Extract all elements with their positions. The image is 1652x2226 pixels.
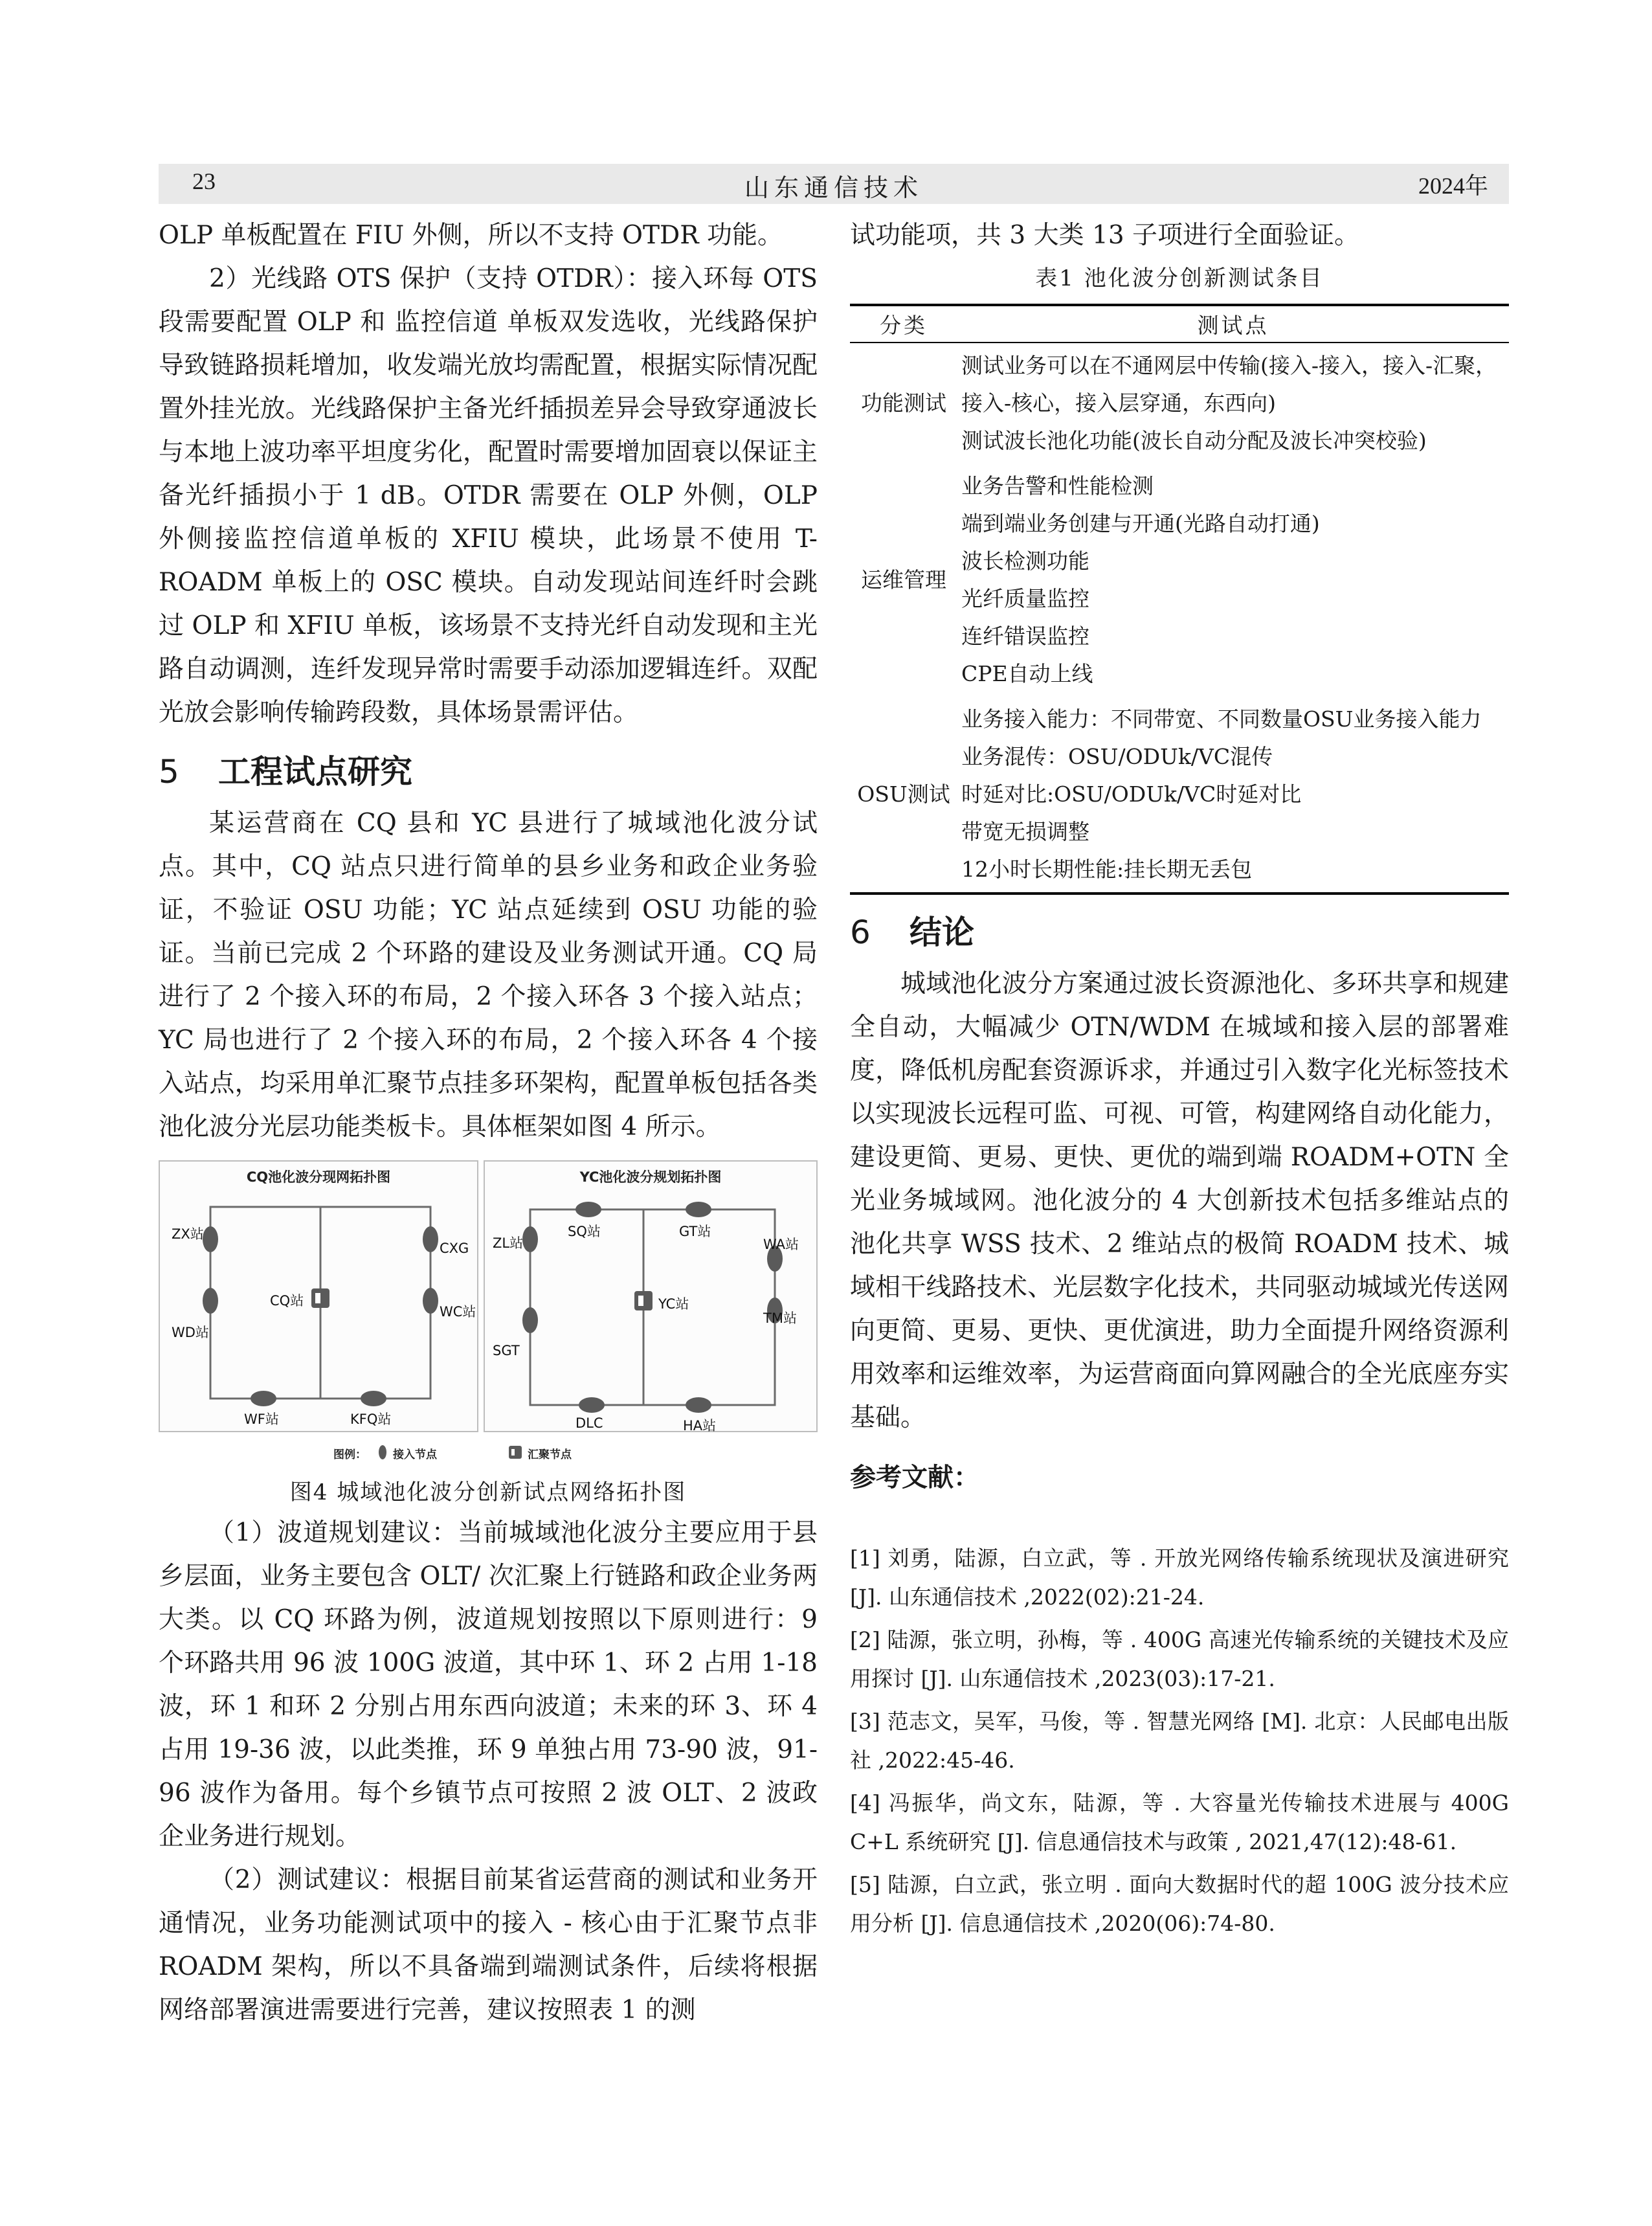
section-number: 6 xyxy=(850,914,871,951)
table-category: 功能测试 xyxy=(861,390,946,416)
section-title: 工程试点研究 xyxy=(218,753,412,791)
access-node-icon xyxy=(686,1397,711,1413)
table-item: 光纤质量监控 xyxy=(961,586,1089,611)
references-heading: 参考文献： xyxy=(850,1463,979,1492)
figure-4 xyxy=(159,1160,818,1470)
table-item: 测试波长池化功能(波长自动分配及波长冲突校验) xyxy=(961,428,1427,453)
table-category: 运维管理 xyxy=(861,567,946,592)
node-label: KFQ站 xyxy=(350,1411,392,1427)
cq-topology-lines xyxy=(160,1162,480,1433)
yc-topology-panel xyxy=(484,1160,818,1432)
node-label: WD站 xyxy=(172,1325,209,1340)
node-label: CQ站 xyxy=(270,1293,304,1309)
node-label: CXG xyxy=(440,1241,469,1256)
figure-caption: 图4 城域池化波分创新试点网络拓扑图 xyxy=(289,1479,687,1505)
table-caption: 表1 池化波分创新测试条目 xyxy=(1035,265,1324,291)
table-header-test-points: 测试点 xyxy=(957,305,1509,343)
node-label: HA站 xyxy=(683,1418,717,1433)
table-item: CPE自动上线 xyxy=(961,661,1093,686)
table-items xyxy=(957,697,1509,894)
table-row xyxy=(850,697,1509,894)
left-column xyxy=(159,214,818,2032)
table-item: 业务告警和性能检测 xyxy=(961,473,1154,499)
node-label: YC站 xyxy=(658,1296,689,1312)
right-column xyxy=(850,214,1509,1947)
hub-node-icon xyxy=(508,1444,522,1461)
cq-panel-title: CQ池化波分现网拓扑图 xyxy=(246,1169,391,1185)
node-label: SQ站 xyxy=(568,1224,601,1239)
access-node-icon xyxy=(522,1226,538,1252)
table-row xyxy=(850,343,1509,464)
reference-item: [4] 冯振华，尚文东，陆源，等 . 大容量光传输技术进展与 400G C+L 系统研究 [J]. 信息通信技术与政策 , 2021,47(12):48-61. xyxy=(850,1790,1509,1854)
paragraph: 2）光线路 OTS 保护（支持 OTDR）：接入环每 OTS 段需要配置 OLP 和 监控信道 单板双发选收，光线路保护导致链路损耗增加，收发端光放均需配置，根据实际情况配置外挂光放。光线路保护主备光纤插损差异会导致穿通波长与本地上波功率平坦度劣化，配置时需要增加固衰以保证主备光纤插损小于 1 dB。OTDR 需要在 OLP 外侧，OLP 外侧接监控信道单板的 XFIU 模块，此场景不使用 T-ROADM 单板上的 OSC 模块。自动发现站间连纤时会跳过 OLP 和 XFIU 单板，该场景不支持光纤自动发现和主光路自动调测，连纤发现异常时需要手动添加逻辑连纤。双配光放会影响传输跨段数，具体场景需评估。 xyxy=(159,264,818,727)
access-node-icon xyxy=(423,1288,438,1314)
access-node-icon xyxy=(686,1202,711,1217)
section-heading-6 xyxy=(850,906,1509,958)
access-node-icon xyxy=(522,1307,538,1333)
yc-panel-title: YC池化波分规划拓扑图 xyxy=(579,1169,722,1185)
paragraph: （2）测试建议：根据目前某省运营商的测试和业务开通情况，业务功能测试项中的接入 - 核心由于汇聚节点非 ROADM 架构，所以不具备端到端测试条件，后续将根据网络部署演进需要进行完善，建议按照表 1 的测 xyxy=(159,1865,818,2025)
section-title: 结论 xyxy=(910,914,974,951)
table-row xyxy=(850,464,1509,697)
node-label: WF站 xyxy=(244,1411,279,1427)
section-heading-5 xyxy=(159,746,818,798)
access-node-icon xyxy=(361,1391,386,1406)
reference-item: [3] 范志文，吴军，马俊，等 . 智慧光网络 [M]. 北京：人民邮电出版社 ,2022:45-46. xyxy=(850,1709,1509,1773)
issue-year: 2024年 xyxy=(1418,173,1488,199)
table-item: 业务接入能力：不同带宽、不同数量OSU业务接入能力 xyxy=(961,706,1482,732)
node-label: SGT xyxy=(493,1343,520,1358)
page-number: 23 xyxy=(192,168,216,194)
section-number: 5 xyxy=(159,753,179,791)
legend-access: 接入节点 xyxy=(393,1448,437,1461)
node-label: DLC xyxy=(575,1415,603,1431)
paragraph: 城域池化波分方案通过波长资源池化、多环共享和规建全自动，大幅减少 OTN/WDM 在城域和接入层的部署难度，降低机房配套资源诉求，并通过引入数字化光标签技术以实现波长远程可监、可视、可管，构建网络自动化能力，建设更简、更易、更快、更优的端到端 ROADM+OTN 全光业务城域网。池化波分的 4 大创新技术包括多维站点的池化共享 WSS 技术、2 维站点的极简 ROADM 技术、城域相干线路技术、光层数字化技术，共同驱动城域光传送网向更简、更易、更快、更优演进，助力全面提升网络资源利用效率和运维效率，为运营商面向算网融合的全光底座夯实基础。 xyxy=(850,969,1509,1432)
table-item: 连纤错误监控 xyxy=(961,624,1089,649)
table-items xyxy=(957,343,1509,464)
paragraph: （1）波道规划建议：当前城域池化波分主要应用于县乡层面，业务主要包含 OLT/ 次汇聚上行链路和政企业务两大类。以 CQ 环路为例，波道规划按照以下原则进行：9 个环路共用 96 波 100G 波道，其中环 1、环 2 占用 1-18 波，环 1 和环 2 分别占用东西向波道；未来的环 3、环 4 占用 19-36 波，以此类推，环 9 单独占用 73-90 波，91-96 波作为备用。每个乡镇节点可按照 2 波 OLT、2 波政企业务进行规划。 xyxy=(159,1518,818,1851)
yc-topology-lines xyxy=(485,1162,819,1433)
table-item: 波长检测功能 xyxy=(961,548,1089,574)
node-label: WC站 xyxy=(440,1304,476,1320)
table-item: 时延对比:OSU/ODUk/VC时延对比 xyxy=(961,781,1302,807)
access-node-icon xyxy=(203,1288,218,1314)
running-header xyxy=(159,164,1509,204)
access-node-icon xyxy=(203,1226,218,1252)
access-node-icon xyxy=(579,1397,605,1413)
table-item: 业务混传：OSU/ODUk/VC混传 xyxy=(961,744,1273,769)
table-header-row xyxy=(850,305,1509,343)
paragraph: OLP 单板配置在 FIU 外侧，所以不支持 OTDR 功能。 xyxy=(159,221,783,250)
access-node-icon xyxy=(251,1391,276,1406)
node-label: ZX站 xyxy=(172,1226,204,1242)
node-label: ZL站 xyxy=(493,1235,524,1251)
reference-item: [1] 刘勇，陆源，白立武，等 . 开放光网络传输系统现状及演进研究 [J]. 山东通信技术 ,2022(02):21-24. xyxy=(850,1546,1509,1610)
figure-legend xyxy=(159,1443,818,1463)
paragraph: 某运营商在 CQ 县和 YC 县进行了城域池化波分试点。其中，CQ 站点只进行简单的县乡业务和政企业务验证，不验证 OSU 功能；YC 站点延续到 OSU 功能的验证。当前已完成 2 个环路的建设及业务测试开通。CQ 局进行了 2 个接入环的布局，2 个接入环各 3 个接入站点；YC 局也进行了 2 个接入环的布局，2 个接入环各 4 个接入站点，均采用单汇聚节点挂多环架构，配置单板包括各类池化波分光层功能类板卡。具体框架如图 4 所示。 xyxy=(159,809,818,1141)
table-header-category: 分类 xyxy=(850,305,957,343)
legend-prefix: 图例： xyxy=(333,1448,366,1461)
node-label: GT站 xyxy=(679,1224,711,1239)
table-items xyxy=(957,464,1509,697)
journal-name: 山东通信技术 xyxy=(744,174,923,202)
access-node-icon xyxy=(423,1226,438,1252)
table-item: 12小时长期性能:挂长期无丢包 xyxy=(961,857,1253,882)
legend-hub: 汇聚节点 xyxy=(528,1448,572,1461)
table-item: 带宽无损调整 xyxy=(961,819,1089,844)
node-label: WA站 xyxy=(763,1237,799,1252)
access-node-icon xyxy=(377,1444,388,1461)
table-item: 端到端业务创建与开通(光路自动打通) xyxy=(961,511,1320,536)
test-items-table xyxy=(850,304,1509,895)
cq-topology-panel xyxy=(159,1160,478,1432)
table-category: OSU测试 xyxy=(850,697,957,894)
node-label: TM站 xyxy=(763,1310,797,1326)
reference-item: [2] 陆源，张立明，孙梅，等 . 400G 高速光传输系统的关键技术及应用探讨 [J]. 山东通信技术 ,2023(03):17-21. xyxy=(850,1627,1509,1691)
table-item: 测试业务可以在不通网层中传输(接入-接入，接入-汇聚，接入-核心，接入层穿通，东西向) xyxy=(961,353,1497,416)
access-node-icon xyxy=(575,1202,601,1217)
reference-item: [5] 陆源，白立武，张立明 . 面向大数据时代的超 100G 波分技术应用分析 [J]. 信息通信技术 ,2020(06):74-80. xyxy=(850,1872,1509,1936)
paragraph: 试功能项，共 3 大类 13 子项进行全面验证。 xyxy=(850,221,1360,250)
